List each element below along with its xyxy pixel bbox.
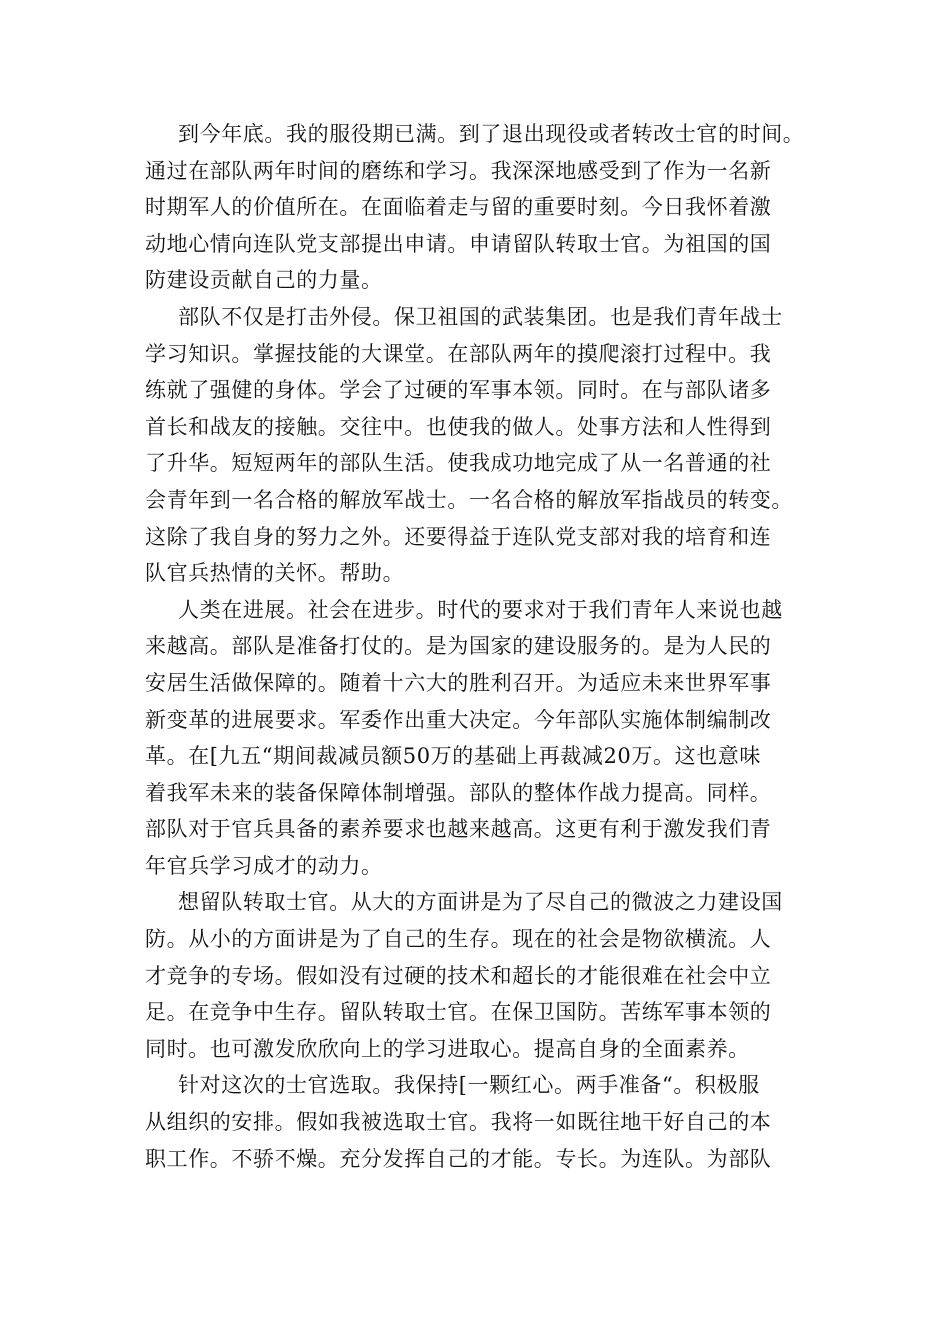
text-line: 这除了我自身的努力之外。还要得益于连队党支部对我的培育和连 <box>145 524 772 549</box>
text-line: 从组织的安排。假如我被选取士官。我将一如既往地干好自己的本 <box>145 1110 772 1135</box>
text-line: 学习知识。掌握技能的大课堂。在部队两年的摸爬滚打过程中。我 <box>145 341 772 366</box>
text-line: 练就了强健的身体。学会了过硬的军事本领。同时。在与部队诸多 <box>145 378 772 403</box>
text-line: 部队对于官兵具备的素养要求也越来越高。这更有利于激发我们青 <box>145 817 772 842</box>
text-line: 会青年到一名合格的解放军战士。一名合格的解放军指战员的转变。 <box>145 487 793 512</box>
text-line: 安居生活做保障的。随着十六大的胜利召开。为适应未来世界军事 <box>145 670 772 695</box>
text-line: 足。在竞争中生存。留队转取士官。在保卫国防。苦练军事本领的 <box>145 1000 772 1025</box>
text-line: 革。在[九五“期间裁减员额50万的基础上再裁减20万。这也意味 <box>145 744 761 769</box>
document-body <box>145 116 825 1177</box>
text-line: 针对这次的士官选取。我保持[一颗红心。两手准备“。积极服 <box>178 1073 760 1098</box>
text-line: 新变革的进展要求。军委作出重大决定。今年部队实施体制编制改 <box>145 707 772 732</box>
text-line: 部队不仅是打击外侵。保卫祖国的武装集团。也是我们青年战士 <box>178 304 783 329</box>
text-line: 着我军未来的装备保障体制增强。部队的整体作战力提高。同样。 <box>145 780 772 805</box>
text-line: 年官兵学习成才的动力。 <box>145 853 383 878</box>
text-line: 首长和战友的接触。交往中。也使我的做人。处事方法和人性得到 <box>145 414 772 439</box>
text-line: 时期军人的价值所在。在面临着走与留的重要时刻。今日我怀着激 <box>145 195 772 220</box>
text-line: 了升华。短短两年的部队生活。使我成功地完成了从一名普通的社 <box>145 451 772 476</box>
text-line: 职工作。不骄不燥。充分发挥自己的才能。专长。为连队。为部队 <box>145 1146 772 1171</box>
text-line: 到今年底。我的服役期已满。到了退出现役或者转改士官的时间。 <box>178 122 805 146</box>
text-line: 防建设贡献自己的力量。 <box>145 268 383 293</box>
text-line: 想留队转取士官。从大的方面讲是为了尽自己的微波之力建设国 <box>178 890 783 915</box>
text-line: 动地心情向连队党支部提出申请。申请留队转取士官。为祖国的国 <box>145 231 772 256</box>
text-line: 人类在进展。社会在进步。时代的要求对于我们青年人来说也越 <box>178 597 783 622</box>
text-line: 来越高。部队是准备打仗的。是为国家的建设服务的。是为人民的 <box>145 634 772 659</box>
text-line: 同时。也可激发欣欣向上的学习进取心。提高自身的全面素养。 <box>145 1036 750 1061</box>
text-line: 队官兵热情的关怀。帮助。 <box>145 561 405 586</box>
text-line: 防。从小的方面讲是为了自己的生存。现在的社会是物欲横流。人 <box>145 927 772 952</box>
text-line: 通过在部队两年时间的磨练和学习。我深深地感受到了作为一名新 <box>145 158 772 183</box>
text-line: 才竞争的专场。假如没有过硬的技术和超长的才能很难在社会中立 <box>145 963 772 988</box>
